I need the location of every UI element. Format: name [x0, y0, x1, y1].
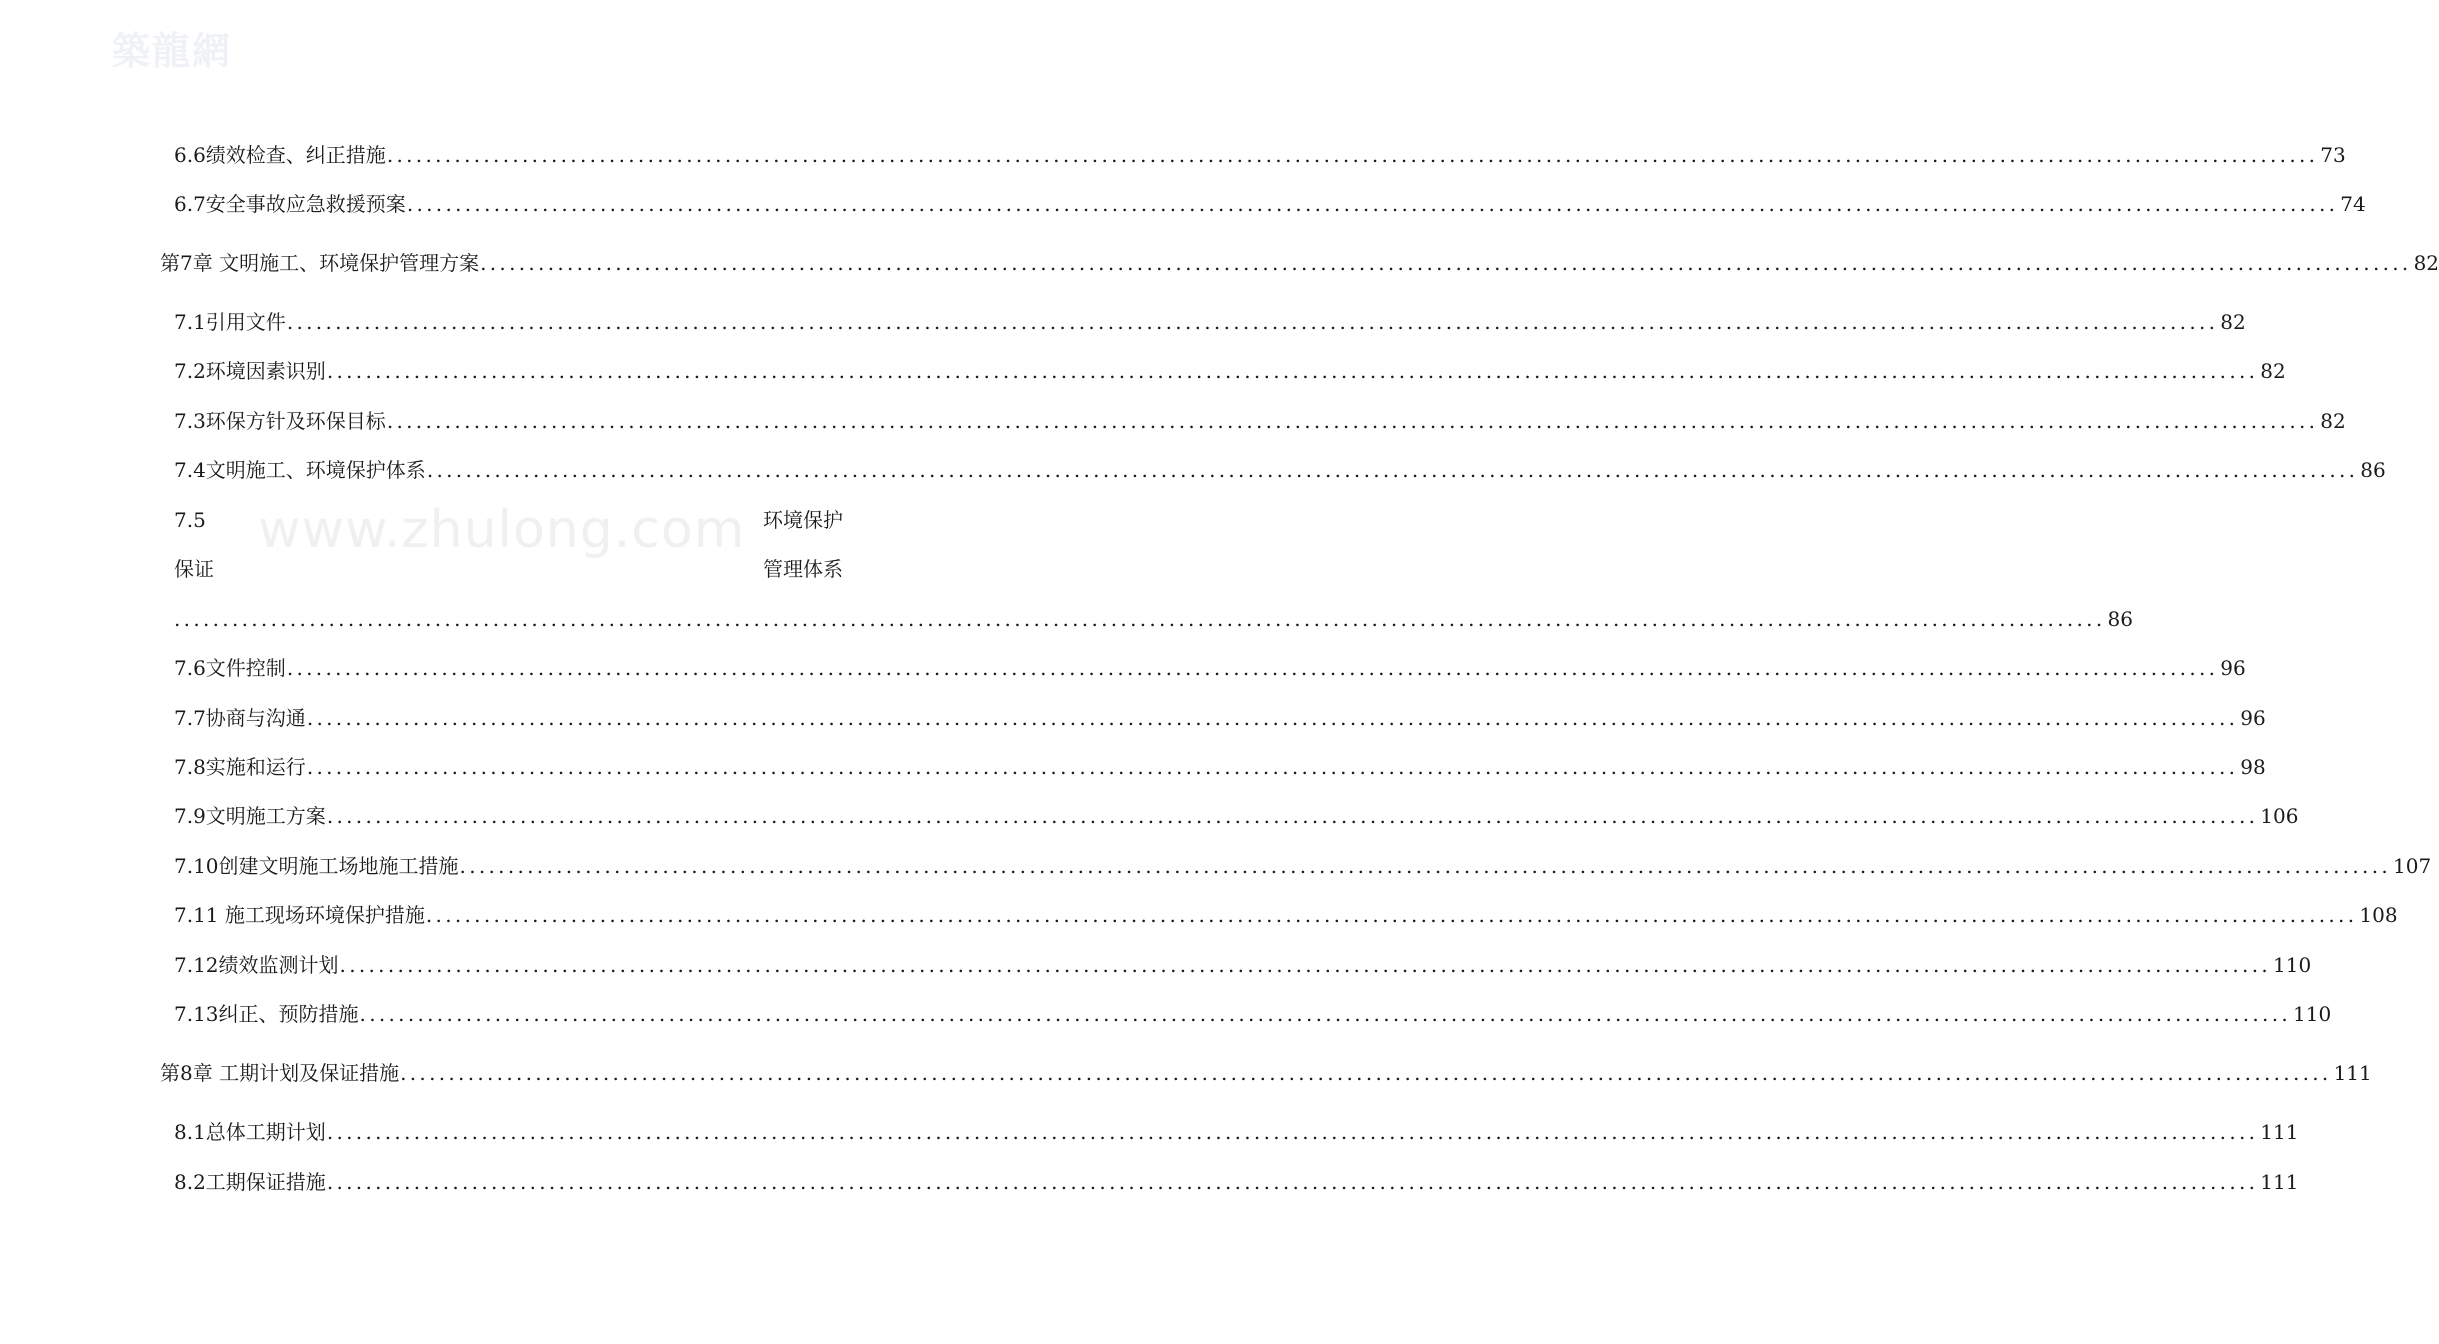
toc-dot-leader: ........................................................................................................................................................................................................ [326, 804, 2259, 828]
toc-page-number: 82 [2413, 251, 2439, 275]
toc-entry-label: 6.6绩效检查、纠正措施 [174, 143, 386, 167]
toc-page-number: 111 [2260, 1120, 2299, 1144]
toc-page-number: 98 [2240, 755, 2266, 779]
toc-dot-leader: ........................................................................................................................................................................................................ [426, 458, 2359, 482]
toc-entry-7-8[interactable] [174, 753, 2266, 781]
zhulong-logo-watermark: 築龍網 [112, 28, 233, 73]
toc-page-number: 108 [2359, 903, 2398, 927]
toc-entry-6-7[interactable] [174, 190, 2366, 218]
toc-page-number: 74 [2340, 192, 2366, 216]
toc-dot-leader: ........................................................................................................................................................................................................ [306, 755, 2239, 779]
toc-entry-7-3[interactable] [174, 407, 2346, 435]
toc-dot-leader: ........................................................................................................................................................................................................ [286, 310, 2219, 334]
toc-dot-leader: ........................................................................................................................................................................................................ [459, 854, 2392, 878]
toc-entry-6-6[interactable] [174, 141, 2346, 169]
toc-page-number: 82 [2320, 409, 2346, 433]
toc-entry-8-1[interactable] [174, 1118, 2299, 1146]
toc-entry-7-6[interactable] [174, 654, 2246, 682]
toc-page-number: 82 [2220, 310, 2246, 334]
toc-page-number: 82 [2260, 359, 2286, 383]
toc-dot-leader: ........................................................................................................................................................................................................ [400, 1061, 2332, 1085]
toc-entry-label: 7.4文明施工、环境保护体系 [174, 458, 426, 482]
toc-entry-label: 7.3环保方针及环保目标 [174, 409, 386, 433]
toc-chapter-8[interactable] [160, 1059, 2372, 1087]
toc-dot-leader: ........................................................................................................................................................................................................ [326, 359, 2259, 383]
toc-entry-label: 8.1总体工期计划 [174, 1120, 326, 1144]
toc-entry-7-1[interactable] [174, 308, 2246, 336]
toc-dot-leader: ........................................................................................................................................................................................................ [386, 409, 2319, 433]
toc-dot-leader: ........................................................................................................................................................................................................ [480, 251, 2412, 275]
toc-entry-label: 7.9文明施工方案 [174, 804, 326, 828]
toc-dot-leader: ........................................................................................................................................................................................................ [326, 1120, 2259, 1144]
toc-entry-leader-row [174, 605, 2133, 633]
toc-entry-label-part: 管理体系 [763, 557, 843, 581]
toc-page-number: 86 [2360, 458, 2386, 482]
toc-entry-label: 7.2环境因素识别 [174, 359, 326, 383]
toc-entry-label: 7.6文件控制 [174, 656, 286, 680]
toc-page-number: 110 [2273, 953, 2312, 977]
toc-entry-label: 7.1引用文件 [174, 310, 286, 334]
toc-entry-label: 8.2工期保证措施 [174, 1170, 326, 1194]
toc-chapter-7[interactable] [160, 249, 2439, 277]
zhulong-url-watermark: www.zhulong.com [258, 500, 746, 560]
toc-entry-7-2[interactable] [174, 357, 2286, 385]
toc-entry-label-part: 保证 [174, 557, 214, 581]
toc-dot-leader: ........................................................................................................................................................................................................ [359, 1002, 2292, 1026]
toc-page-number: 73 [2320, 143, 2346, 167]
toc-page-number: 106 [2260, 804, 2299, 828]
toc-chapter-label: 第7章 文明施工、环境保护管理方案 [160, 251, 480, 275]
toc-dot-leader: ........................................................................................................................................................................................................ [326, 1170, 2259, 1194]
toc-entry-7-12[interactable] [174, 951, 2312, 979]
toc-entry-label: 7.7协商与沟通 [174, 706, 306, 730]
toc-dot-leader: ........................................................................................................................................................................................................ [339, 953, 2272, 977]
toc-entry-label: 7.10创建文明施工场地施工措施 [174, 854, 459, 878]
toc-dot-leader: ........................................................................................................................................................................................................ [174, 607, 2106, 631]
toc-page-number: 96 [2240, 706, 2266, 730]
toc-entry-7-4[interactable] [174, 456, 2386, 484]
toc-entry-label: 6.7安全事故应急救援预案 [174, 192, 406, 216]
toc-page-number: 111 [2333, 1061, 2372, 1085]
toc-dot-leader: ........................................................................................................................................................................................................ [306, 706, 2239, 730]
toc-entry-8-2[interactable] [174, 1168, 2299, 1196]
toc-chapter-label: 第8章 工期计划及保证措施 [160, 1061, 400, 1085]
toc-entry-7-13[interactable] [174, 1000, 2332, 1028]
toc-page-number: 107 [2393, 854, 2432, 878]
toc-page-number: 86 [2107, 607, 2133, 631]
toc-page-number: 96 [2220, 656, 2246, 680]
toc-entry-label-part: 环境保护 [763, 508, 843, 532]
toc-dot-leader: ........................................................................................................................................................................................................ [386, 143, 2319, 167]
toc-entry-7-10[interactable] [174, 852, 2432, 880]
toc-entry-7-7[interactable] [174, 704, 2266, 732]
toc-page-number: 111 [2260, 1170, 2299, 1194]
toc-dot-leader: ........................................................................................................................................................................................................ [406, 192, 2339, 216]
toc-entry-label: 7.13纠正、预防措施 [174, 1002, 359, 1026]
toc-entry-label-part: 7.5 [174, 508, 206, 532]
toc-entry-label: 7.12绩效监测计划 [174, 953, 339, 977]
toc-entry-7-11[interactable] [174, 901, 2398, 929]
toc-entry-label: 7.11 施工现场环境保护措施 [174, 903, 425, 927]
toc-entry-label: 7.8实施和运行 [174, 755, 306, 779]
toc-dot-leader: ........................................................................................................................................................................................................ [286, 656, 2219, 680]
toc-page-number: 110 [2293, 1002, 2332, 1026]
toc-dot-leader: ........................................................................................................................................................................................................ [425, 903, 2358, 927]
toc-entry-7-9[interactable] [174, 802, 2299, 830]
